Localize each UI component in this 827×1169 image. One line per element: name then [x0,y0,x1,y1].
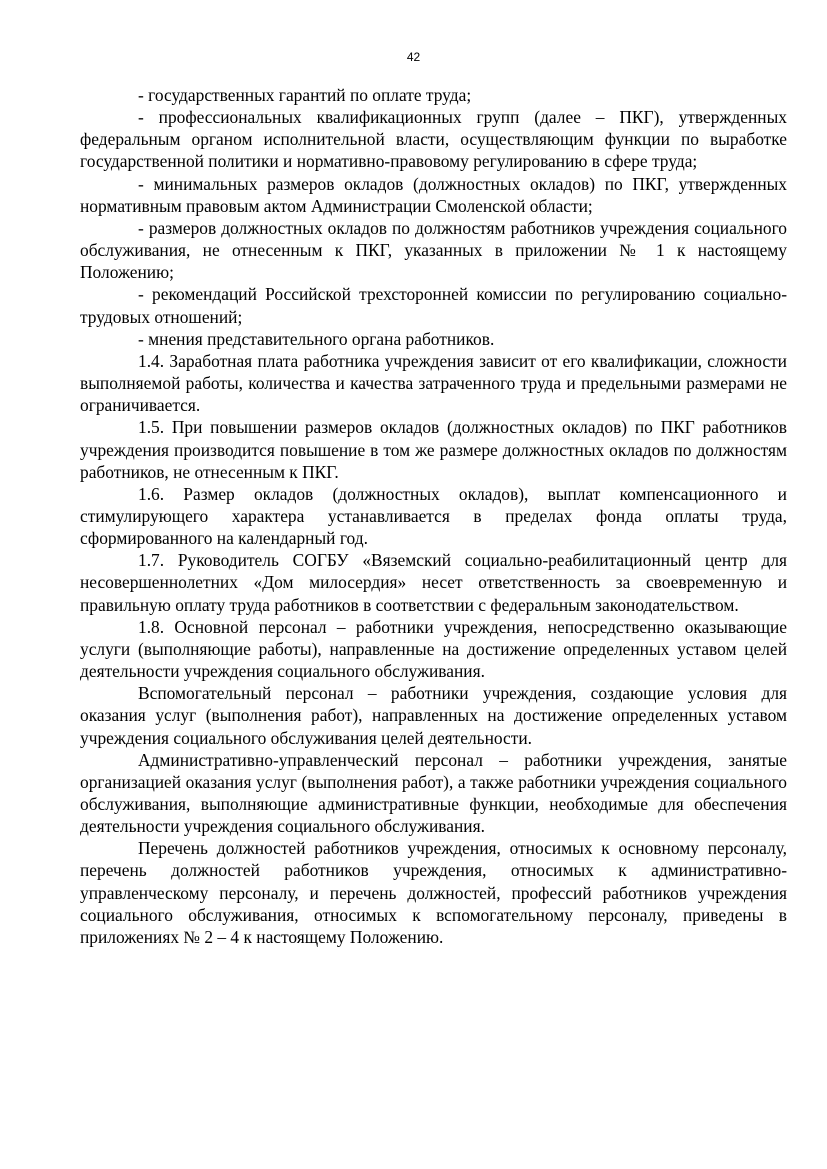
list-item-state-guarantees: - государственных гарантий по оплате труда; [138,85,472,105]
clause-1-6: 1.6. Размер окладов (должностных окладов), выплат компенсационного и стимулирующего характера устанавливается в пределах фонда оплаты труда, сформированного на календарный год. [80,483,787,549]
paragraph-administrative-staff: Административно-управленческий персонал – работники учреждения, занятые организацией оказания услуг (выполнения работ), а также работники учреждения социального обслуживания, выполняющие административные функции, необходимые для обеспечения деятельности учреждения социального обслуживания. [80,749,787,837]
list-item-professional-groups: - профессиональных квалификационных групп (далее – ПКГ), утвержденных федеральным органом исполнительной власти, осуществляющим функции по выработке государственной политики и нормативно-правовому регулированию в сфере труда; [80,107,787,172]
list-item-minimum-salaries: - минимальных размеров окладов (должностных окладов) по ПКГ, утвержденных нормативным правовым актом Администрации Смоленской области; [80,173,787,216]
paragraph-position-lists: Перечень должностей работников учреждения, относимых к основному персоналу, перечень должностей работников учреждения, относимых к административно-управленческому персоналу, и перечень должностей, профессий работников учреждения социального обслуживания, относимых к вспомогательному персоналу, приведены в приложениях № 2 – 4 к настоящему Положению. [80,838,787,947]
clause-1-5: 1.5. При повышении размеров окладов (должностных окладов) по ПКГ работников учреждения производится повышение в том же размере должностных окладов по должностям работников, не отнесенным к ПКГ. [80,417,787,482]
clause-1-4: 1.4. Заработная плата работника учреждения зависит от его квалификации, сложности выполняемой работы, количества и качества затраченного труда и предельными размерами не ограничивается. [80,350,787,416]
clause-1-7: 1.7. Руководитель СОГБУ «Вяземский социально-реабилитационный центр для несовершеннолетних «Дом милосердия» несет ответственность за своевременную и правильную оплату труда работников в соответствии с федеральным законодательством. [80,550,787,615]
document-body [80,84,787,948]
clause-1-8: 1.8. Основной персонал – работники учреждения, непосредственно оказывающие услуги (выполняющие работы), направленные на достижение определенных уставом целей деятельности учреждения социального обслуживания. [80,616,787,682]
list-item-commission-recommendations: - рекомендаций Российской трехсторонней комиссии по регулированию социально-трудовых отношений; [80,284,787,327]
paragraph-auxiliary-staff: Вспомогательный персонал – работники учреждения, создающие условия для оказания услуг (выполнения работ), направленных на достижение определенных уставом учреждения социального обслуживания целей деятельности. [80,683,787,748]
list-item-representative-opinion: - мнения представительного органа работников. [138,328,495,349]
page-number: 42 [406,50,421,64]
list-item-official-salaries: - размеров должностных окладов по должностям работников учреждения социального обслуживания, не отнесенным к ПКГ, указанных в приложении № 1 к настоящему Положению; [80,217,787,283]
